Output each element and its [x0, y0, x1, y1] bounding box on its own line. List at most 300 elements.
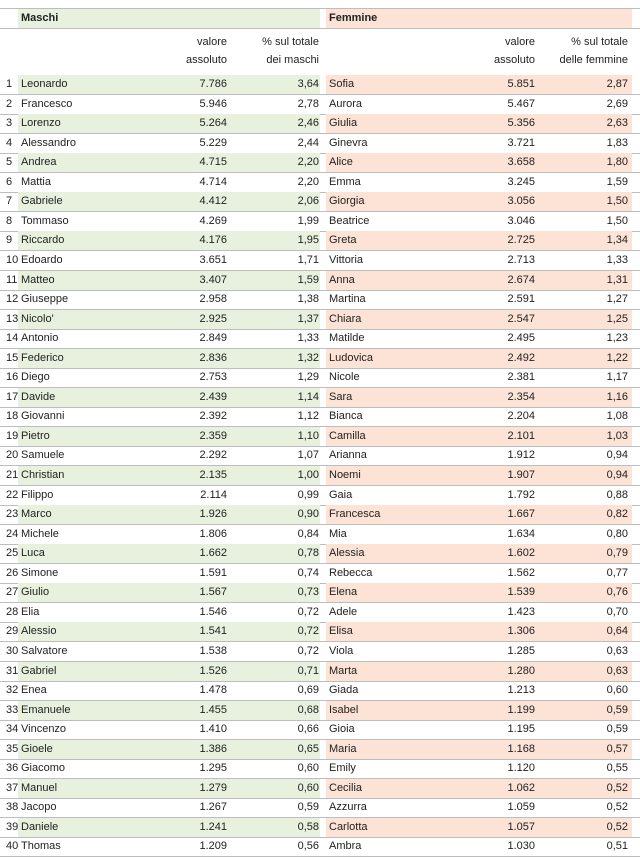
rank-cell: 8 — [6, 215, 13, 227]
header-rule — [0, 28, 640, 29]
male-pct-cell: 1,32 — [297, 352, 319, 364]
male-pct-header-line1: % sul totale — [262, 36, 319, 48]
female-name-cell: Arianna — [329, 449, 367, 461]
row-rule — [0, 720, 640, 721]
female-value-cell: 2.713 — [507, 254, 535, 266]
row-rule — [0, 407, 640, 408]
rank-cell: 12 — [6, 293, 19, 305]
male-pct-cell: 2,20 — [297, 176, 319, 188]
female-name-cell: Elisa — [329, 625, 353, 637]
female-pct-cell: 2,63 — [606, 117, 628, 129]
male-pct-cell: 1,12 — [297, 410, 319, 422]
female-pct-cell: 0,63 — [606, 645, 628, 657]
female-name-cell: Marta — [329, 665, 358, 677]
male-name-cell: Tommaso — [21, 215, 69, 227]
female-pct-cell: 1,33 — [606, 254, 628, 266]
male-pct-cell: 1,37 — [297, 313, 319, 325]
male-pct-cell: 0,66 — [297, 723, 319, 735]
female-value-header-line2: assoluto — [494, 54, 535, 66]
female-pct-cell: 1,16 — [606, 391, 628, 403]
female-name-cell: Beatrice — [329, 215, 370, 227]
male-value-header-line1: valore — [197, 36, 227, 48]
male-pct-cell: 0,69 — [297, 684, 319, 696]
male-pct-cell: 2,78 — [297, 98, 319, 110]
female-value-cell: 1.059 — [507, 801, 535, 813]
male-value-cell: 2.849 — [199, 332, 227, 344]
female-pct-cell: 1,08 — [606, 410, 628, 422]
female-pct-cell: 0,59 — [606, 723, 628, 735]
female-pct-cell: 2,87 — [606, 78, 628, 90]
male-pct-cell: 0,65 — [297, 743, 319, 755]
female-value-cell: 1.912 — [507, 449, 535, 461]
female-value-cell: 2.725 — [507, 234, 535, 246]
male-pct-cell: 1,33 — [297, 332, 319, 344]
male-pct-cell: 1,14 — [297, 391, 319, 403]
male-value-cell: 2.292 — [199, 449, 227, 461]
female-name-cell: Camilla — [329, 430, 366, 442]
female-name-cell: Ginevra — [329, 137, 368, 149]
female-name-cell: Emily — [329, 762, 356, 774]
female-pct-cell: 0,80 — [606, 528, 628, 540]
male-name-cell: Simone — [21, 567, 59, 579]
female-name-cell: Elena — [329, 586, 358, 598]
male-value-cell: 1.538 — [199, 645, 227, 657]
rank-cell: 16 — [6, 371, 19, 383]
female-name-cell: Cecilia — [329, 782, 363, 794]
female-value-cell: 2.492 — [507, 352, 535, 364]
male-name-cell: Manuel — [21, 782, 58, 794]
female-name-cell: Rebecca — [329, 567, 373, 579]
rank-cell: 21 — [6, 469, 19, 481]
female-name-cell: Matilde — [329, 332, 365, 344]
row-rule — [0, 133, 640, 134]
male-value-cell: 2.135 — [199, 469, 227, 481]
female-name-cell: Noemi — [329, 469, 361, 481]
female-value-cell: 1.199 — [507, 704, 535, 716]
female-pct-cell: 1,25 — [606, 313, 628, 325]
female-value-cell: 1.213 — [507, 684, 535, 696]
male-pct-cell: 0,74 — [297, 567, 319, 579]
female-pct-cell: 1,03 — [606, 430, 628, 442]
female-pct-cell: 0,76 — [606, 586, 628, 598]
row-rule — [0, 94, 640, 95]
female-value-cell: 1.562 — [507, 567, 535, 579]
female-pct-cell: 1,80 — [606, 156, 628, 168]
female-value-cell: 1.423 — [507, 606, 535, 618]
male-name-cell: Davide — [21, 391, 56, 403]
male-pct-cell: 1,07 — [297, 449, 319, 461]
female-name-cell: Maria — [329, 743, 357, 755]
female-name-cell: Alice — [329, 156, 353, 168]
rank-cell: 18 — [6, 410, 19, 422]
male-pct-cell: 0,72 — [297, 606, 319, 618]
male-value-cell: 2.836 — [199, 352, 227, 364]
female-pct-cell: 0,94 — [606, 449, 628, 461]
female-value-cell: 1.539 — [507, 586, 535, 598]
male-value-cell: 1.662 — [199, 547, 227, 559]
rank-cell: 19 — [6, 430, 19, 442]
rank-cell: 13 — [6, 313, 19, 325]
male-pct-cell: 2,46 — [297, 117, 319, 129]
row-rule — [0, 250, 640, 251]
male-name-cell: Diego — [21, 371, 50, 383]
rank-cell: 23 — [6, 508, 19, 520]
female-pct-cell: 1,22 — [606, 352, 628, 364]
male-name-cell: Leonardo — [21, 78, 68, 90]
female-name-cell: Sofia — [329, 78, 355, 90]
rank-cell: 9 — [6, 234, 13, 246]
male-name-cell: Giovanni — [21, 410, 65, 422]
female-value-cell: 3.658 — [507, 156, 535, 168]
male-name-cell: Alessandro — [21, 137, 77, 149]
female-value-cell: 1.792 — [507, 489, 535, 501]
male-pct-cell: 0,58 — [297, 821, 319, 833]
female-name-cell: Giada — [329, 684, 359, 696]
row-rule — [0, 602, 640, 603]
female-value-cell: 1.030 — [507, 840, 535, 852]
male-value-cell: 7.786 — [199, 78, 227, 90]
female-name-cell: Anna — [329, 274, 355, 286]
rank-cell: 15 — [6, 352, 19, 364]
male-value-cell: 5.229 — [199, 137, 227, 149]
male-value-header-line2: assoluto — [186, 54, 227, 66]
female-value-cell: 1.168 — [507, 743, 535, 755]
female-pct-cell: 1,17 — [606, 371, 628, 383]
rank-cell: 32 — [6, 684, 19, 696]
female-pct-cell: 0,82 — [606, 508, 628, 520]
male-value-cell: 4.714 — [199, 176, 227, 188]
row-rule — [0, 759, 640, 760]
male-name-cell: Antonio — [21, 332, 59, 344]
rank-cell: 29 — [6, 625, 19, 637]
female-pct-cell: 0,94 — [606, 469, 628, 481]
male-pct-cell: 1,00 — [297, 469, 319, 481]
male-name-cell: Gioele — [21, 743, 53, 755]
row-rule — [0, 329, 640, 330]
female-value-cell: 1.634 — [507, 528, 535, 540]
male-pct-cell: 1,71 — [297, 254, 319, 266]
female-value-cell: 1.280 — [507, 665, 535, 677]
male-name-cell: Giacomo — [21, 762, 66, 774]
female-name-cell: Sara — [329, 391, 353, 403]
female-pct-cell: 0,59 — [606, 704, 628, 716]
rank-cell: 26 — [6, 567, 19, 579]
male-pct-cell: 1,10 — [297, 430, 319, 442]
female-value-cell: 5.851 — [507, 78, 535, 90]
female-pct-header-line1: % sul totale — [571, 36, 628, 48]
male-value-cell: 4.412 — [199, 195, 227, 207]
female-value-cell: 1.062 — [507, 782, 535, 794]
female-pct-cell: 1,59 — [606, 176, 628, 188]
rank-cell: 17 — [6, 391, 19, 403]
female-name-cell: Adele — [329, 606, 358, 618]
male-value-cell: 4.176 — [199, 234, 227, 246]
female-value-cell: 1.907 — [507, 469, 535, 481]
female-name-cell: Chiara — [329, 313, 362, 325]
male-value-cell: 1.386 — [199, 743, 227, 755]
male-name-cell: Daniele — [21, 821, 59, 833]
female-pct-cell: 0,77 — [606, 567, 628, 579]
female-name-cell: Isabel — [329, 704, 359, 716]
male-name-cell: Matteo — [21, 274, 55, 286]
female-name-cell: Aurora — [329, 98, 363, 110]
male-name-cell: Luca — [21, 547, 45, 559]
female-pct-cell: 0,52 — [606, 782, 628, 794]
female-name-cell: Gaia — [329, 489, 353, 501]
male-name-cell: Gabriel — [21, 665, 57, 677]
female-value-cell: 2.204 — [507, 410, 535, 422]
female-value-cell: 3.245 — [507, 176, 535, 188]
male-name-cell: Marco — [21, 508, 52, 520]
male-name-cell: Andrea — [21, 156, 57, 168]
row-rule — [0, 290, 640, 291]
female-name-cell: Ludovica — [329, 352, 374, 364]
male-pct-header-line2: dei maschi — [266, 54, 319, 66]
male-pct-cell: 0,68 — [297, 704, 319, 716]
female-value-cell: 2.101 — [507, 430, 535, 442]
male-name-cell: Christian — [21, 469, 65, 481]
row-rule — [0, 446, 640, 447]
male-pct-cell: 0,84 — [297, 528, 319, 540]
rank-cell: 30 — [6, 645, 19, 657]
male-value-cell: 5.264 — [199, 117, 227, 129]
male-value-cell: 1.591 — [199, 567, 227, 579]
male-value-cell: 1.567 — [199, 586, 227, 598]
female-pct-cell: 0,63 — [606, 665, 628, 677]
female-pct-cell: 0,60 — [606, 684, 628, 696]
row-rule — [0, 563, 640, 564]
male-name-cell: Samuele — [21, 449, 65, 461]
female-value-cell: 3.721 — [507, 137, 535, 149]
female-pct-cell: 1,83 — [606, 137, 628, 149]
male-value-cell: 5.946 — [199, 98, 227, 110]
male-name-cell: Gabriele — [21, 195, 63, 207]
female-value-cell: 1.306 — [507, 625, 535, 637]
male-value-cell: 1.926 — [199, 508, 227, 520]
male-name-cell: Elia — [21, 606, 40, 618]
male-name-cell: Federico — [21, 352, 64, 364]
rank-cell: 4 — [6, 137, 13, 149]
female-value-header-line1: valore — [505, 36, 535, 48]
male-value-cell: 1.541 — [199, 625, 227, 637]
female-pct-header-line2: delle femmine — [559, 54, 628, 66]
female-value-cell: 2.591 — [507, 293, 535, 305]
female-pct-cell: 1,23 — [606, 332, 628, 344]
male-name-cell: Salvatore — [21, 645, 68, 657]
female-value-cell: 1.667 — [507, 508, 535, 520]
rank-cell: 1 — [6, 78, 13, 90]
female-pct-cell: 1,31 — [606, 274, 628, 286]
row-rule — [0, 837, 640, 838]
male-value-cell: 1.267 — [199, 801, 227, 813]
female-value-cell: 2.495 — [507, 332, 535, 344]
male-name-cell: Pietro — [21, 430, 50, 442]
female-value-cell: 5.467 — [507, 98, 535, 110]
row-rule — [0, 485, 640, 486]
male-value-cell: 1.410 — [199, 723, 227, 735]
rank-cell: 11 — [6, 274, 18, 286]
female-value-cell: 2.674 — [507, 274, 535, 286]
male-pct-cell: 0,73 — [297, 586, 319, 598]
males-header: Maschi — [18, 9, 320, 28]
male-name-cell: Edoardo — [21, 254, 63, 266]
rank-cell: 20 — [6, 449, 19, 461]
male-value-cell: 1.279 — [199, 782, 227, 794]
female-name-cell: Azzurra — [329, 801, 367, 813]
female-pct-cell: 0,55 — [606, 762, 628, 774]
male-name-cell: Emanuele — [21, 704, 71, 716]
female-pct-cell: 0,70 — [606, 606, 628, 618]
male-pct-cell: 0,72 — [297, 625, 319, 637]
male-value-cell: 1.806 — [199, 528, 227, 540]
male-name-cell: Giulio — [21, 586, 50, 598]
male-pct-cell: 0,78 — [297, 547, 319, 559]
female-name-cell: Bianca — [329, 410, 363, 422]
female-name-cell: Viola — [329, 645, 354, 657]
male-value-cell: 1.209 — [199, 840, 227, 852]
female-name-cell: Mia — [329, 528, 347, 540]
rank-cell: 7 — [6, 195, 13, 207]
female-value-cell: 3.056 — [507, 195, 535, 207]
male-pct-cell: 1,59 — [297, 274, 319, 286]
male-pct-cell: 0,59 — [297, 801, 319, 813]
female-name-cell: Martina — [329, 293, 366, 305]
male-value-cell: 1.295 — [199, 762, 227, 774]
male-pct-cell: 3,64 — [297, 78, 319, 90]
row-rule — [0, 172, 640, 173]
female-name-cell: Vittoria — [329, 254, 364, 266]
female-value-cell: 5.356 — [507, 117, 535, 129]
rank-cell: 36 — [6, 762, 19, 774]
rank-cell: 37 — [6, 782, 19, 794]
female-value-cell: 1.057 — [507, 821, 535, 833]
male-name-cell: Vincenzo — [21, 723, 67, 735]
female-name-cell: Nicole — [329, 371, 360, 383]
rank-cell: 5 — [6, 156, 13, 168]
female-value-cell: 2.547 — [507, 313, 535, 325]
male-name-cell: Mattia — [21, 176, 51, 188]
row-rule — [0, 798, 640, 799]
female-value-cell: 1.120 — [507, 762, 535, 774]
rank-cell: 10 — [6, 254, 19, 266]
row-rule — [0, 681, 640, 682]
row-rule — [0, 211, 640, 212]
male-value-cell: 1.478 — [199, 684, 227, 696]
male-value-cell: 3.407 — [199, 274, 227, 286]
female-name-cell: Francesca — [329, 508, 381, 520]
male-value-cell: 1.526 — [199, 665, 227, 677]
male-name-cell: Michele — [21, 528, 59, 540]
male-value-cell: 1.455 — [199, 704, 227, 716]
male-name-cell: Thomas — [21, 840, 61, 852]
female-name-cell: Giulia — [329, 117, 358, 129]
rank-cell: 14 — [6, 332, 19, 344]
female-pct-cell: 0,57 — [606, 743, 628, 755]
male-value-cell: 1.241 — [199, 821, 227, 833]
rank-cell: 22 — [6, 489, 19, 501]
female-pct-cell: 0,88 — [606, 489, 628, 501]
female-name-cell: Alessia — [329, 547, 365, 559]
female-pct-cell: 0,51 — [606, 840, 628, 852]
male-value-cell: 2.439 — [199, 391, 227, 403]
male-pct-cell: 1,38 — [297, 293, 319, 305]
male-pct-cell: 2,20 — [297, 156, 319, 168]
female-value-cell: 2.354 — [507, 391, 535, 403]
male-name-cell: Filippo — [21, 489, 54, 501]
female-name-cell: Giorgia — [329, 195, 365, 207]
male-value-cell: 2.359 — [199, 430, 227, 442]
row-rule — [0, 524, 640, 525]
female-name-cell: Greta — [329, 234, 357, 246]
male-name-cell: Giuseppe — [21, 293, 69, 305]
male-name-cell: Riccardo — [21, 234, 65, 246]
rank-cell: 34 — [6, 723, 19, 735]
rank-cell: 35 — [6, 743, 19, 755]
male-pct-cell: 1,29 — [297, 371, 319, 383]
male-name-cell: Nicolo' — [21, 313, 54, 325]
female-pct-cell: 0,52 — [606, 821, 628, 833]
male-name-cell: Francesco — [21, 98, 73, 110]
female-name-cell: Emma — [329, 176, 361, 188]
female-pct-cell: 0,52 — [606, 801, 628, 813]
rank-cell: 33 — [6, 704, 19, 716]
male-value-cell: 1.546 — [199, 606, 227, 618]
male-value-cell: 2.392 — [199, 410, 227, 422]
male-pct-cell: 0,99 — [297, 489, 319, 501]
male-pct-cell: 0,71 — [297, 665, 319, 677]
rank-cell: 31 — [6, 665, 19, 677]
male-pct-cell: 0,56 — [297, 840, 319, 852]
male-value-cell: 2.958 — [199, 293, 227, 305]
female-pct-cell: 1,50 — [606, 215, 628, 227]
female-name-cell: Carlotta — [329, 821, 368, 833]
male-pct-cell: 0,72 — [297, 645, 319, 657]
female-name-cell: Gioia — [329, 723, 355, 735]
females-header: Femmine — [326, 9, 632, 28]
rank-cell: 27 — [6, 586, 19, 598]
male-pct-cell: 1,95 — [297, 234, 319, 246]
male-name-cell: Enea — [21, 684, 47, 696]
male-name-cell: Jacopo — [21, 801, 57, 813]
male-pct-cell: 0,60 — [297, 782, 319, 794]
female-pct-cell: 2,69 — [606, 98, 628, 110]
male-pct-cell: 0,60 — [297, 762, 319, 774]
female-value-cell: 1.285 — [507, 645, 535, 657]
male-value-cell: 3.651 — [199, 254, 227, 266]
rank-cell: 6 — [6, 176, 13, 188]
female-pct-cell: 1,34 — [606, 234, 628, 246]
female-value-cell: 1.195 — [507, 723, 535, 735]
male-pct-cell: 1,99 — [297, 215, 319, 227]
rank-cell: 38 — [6, 801, 19, 813]
female-pct-cell: 1,27 — [606, 293, 628, 305]
rank-cell: 39 — [6, 821, 19, 833]
row-rule — [0, 856, 640, 857]
male-value-cell: 2.753 — [199, 371, 227, 383]
female-pct-cell: 1,50 — [606, 195, 628, 207]
rank-cell: 3 — [6, 117, 13, 129]
male-name-cell: Alessio — [21, 625, 57, 637]
male-value-cell: 2.925 — [199, 313, 227, 325]
rank-cell: 24 — [6, 528, 19, 540]
female-value-cell: 3.046 — [507, 215, 535, 227]
rank-cell: 25 — [6, 547, 19, 559]
female-value-cell: 2.381 — [507, 371, 535, 383]
male-pct-cell: 0,90 — [297, 508, 319, 520]
rank-cell: 28 — [6, 606, 19, 618]
male-name-cell: Lorenzo — [21, 117, 61, 129]
male-pct-cell: 2,44 — [297, 137, 319, 149]
